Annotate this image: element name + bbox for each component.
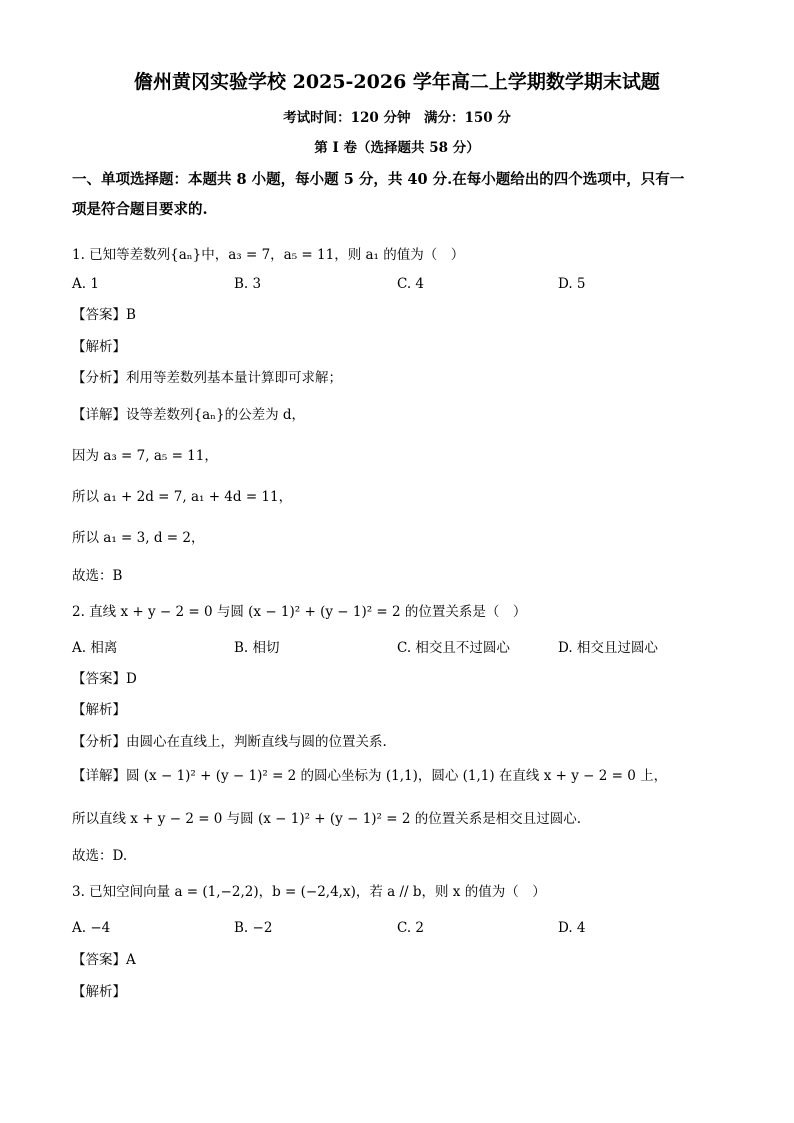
question-3-stem: 3. 已知空间向量 a = (1,−2,2)，b = (−2,4,x)，若 a // b，则 x 的值为（ ） [72, 884, 546, 900]
question-1-analysis-label: 【解析】 [72, 339, 126, 355]
question-1-detail-4: 所以 a₁ = 3, d = 2， [72, 530, 205, 546]
option-d: D. 4 [558, 920, 586, 936]
option-a: A. 相离 [72, 640, 118, 656]
question-1-stem: 1. 已知等差数列{aₙ}中，a₃ = 7，a₅ = 11，则 a₁ 的值为（ ） [72, 247, 465, 263]
question-1-fenxi: 【分析】利用等差数列基本量计算即可求解； [72, 370, 342, 386]
volume-heading: 第 I 卷（选择题共 58 分） [314, 140, 480, 156]
question-2-detail-2: 所以直线 x + y − 2 = 0 与圆 (x − 1)² + (y − 1)² = 2 的位置关系是相交且过圆心. [72, 811, 582, 827]
page-title: 儋州黄冈实验学校 2025-2026 学年高二上学期数学期末试题 [134, 71, 660, 93]
question-3-analysis-label: 【解析】 [72, 984, 126, 1000]
question-1-conclusion: 故选：B [72, 568, 123, 584]
option-c: C. 4 [397, 276, 425, 292]
question-2-fenxi: 【分析】由圆心在直线上，判断直线与圆的位置关系. [72, 734, 387, 750]
option-b: B. 3 [234, 276, 262, 292]
option-d: D. 5 [558, 276, 586, 292]
question-2-stem: 2. 直线 x + y − 2 = 0 与圆 (x − 1)² + (y − 1)² = 2 的位置关系是（ ） [72, 604, 527, 620]
option-c: C. 2 [397, 920, 425, 936]
question-2-detail-1: 【详解】圆 (x − 1)² + (y − 1)² = 2 的圆心坐标为 (1,1)，圆心 (1,1) 在直线 x + y − 2 = 0 上， [72, 768, 668, 784]
question-1-detail-2: 因为 a₃ = 7, a₅ = 11， [72, 448, 218, 464]
section-instructions-line1: 一、单项选择题：本题共 8 小题，每小题 5 分，共 40 分.在每小题给出的四个选项中，只有一 [72, 171, 685, 188]
question-2-answer: 【答案】D [72, 671, 137, 687]
option-b: B. 相切 [234, 640, 280, 656]
option-d: D. 相交且过圆心 [558, 640, 658, 656]
option-a: A. −4 [72, 920, 111, 936]
option-c: C. 相交且不过圆心 [397, 640, 510, 656]
option-a: A. 1 [72, 276, 99, 292]
question-2-conclusion: 故选：D. [72, 848, 128, 864]
question-1-detail-3: 所以 a₁ + 2d = 7, a₁ + 4d = 11， [72, 489, 293, 505]
exam-info: 考试时间：120 分钟 满分：150 分 [283, 110, 511, 126]
question-1-detail-1: 【详解】设等差数列{aₙ}的公差为 d， [72, 407, 305, 423]
section-instructions-line2: 项是符合题目要求的. [72, 201, 208, 218]
option-b: B. −2 [234, 920, 273, 936]
question-3-answer: 【答案】A [72, 952, 136, 968]
question-2-analysis-label: 【解析】 [72, 702, 126, 718]
question-1-answer: 【答案】B [72, 307, 136, 323]
